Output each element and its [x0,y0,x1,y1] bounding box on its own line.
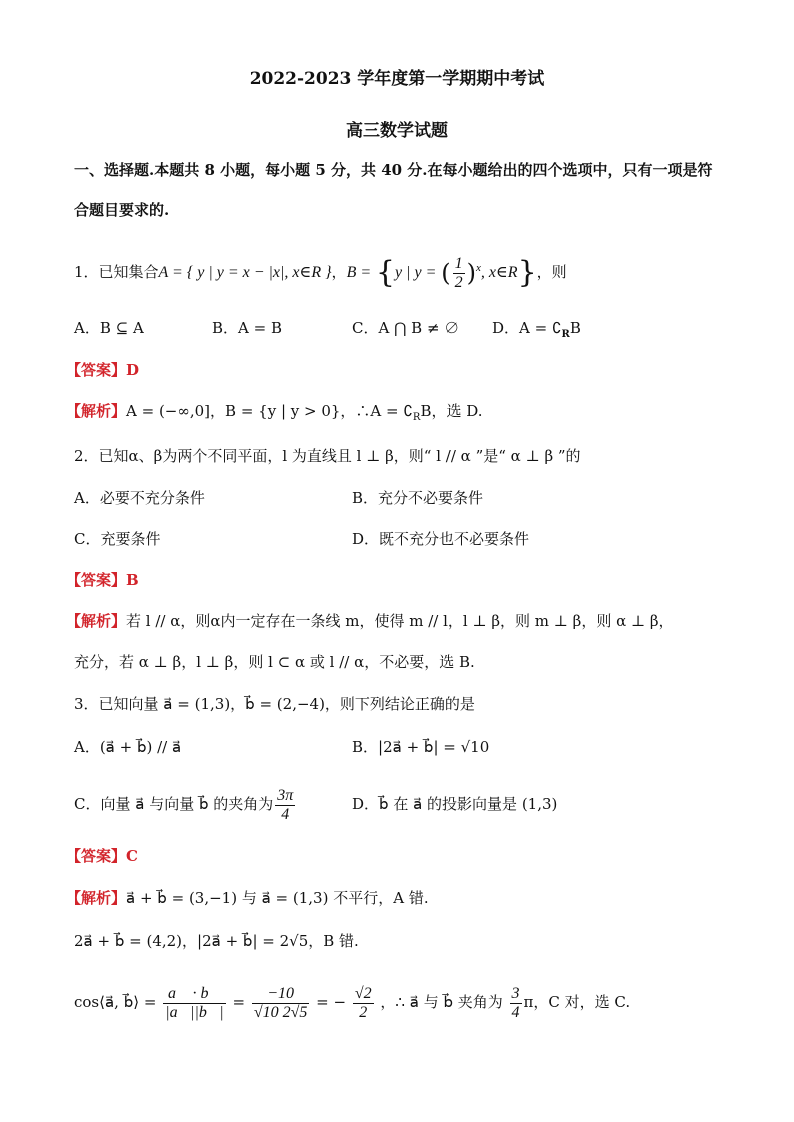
q1-set-b-right: , x∈R [480,264,518,281]
q2-stem: 2．已知α、β为两个不同平面，l 为直线且 l ⊥ β，则“ l // α ”是“ α ⊥ β ”的 [74,447,581,465]
q2-option-b: B．充分不必要条件 [352,489,484,507]
q1-option-a: A．B ⊆ A [74,319,144,337]
q3-option-d: D．b⃗ 在 a⃗ 的投影向量是 (1,3) [352,795,558,813]
q3-option-b: B．|2a⃗ + b⃗| = √10 [352,738,490,756]
q1-option-c: C．A ⋂ B ≠ ∅ [352,319,460,337]
page-subtitle: 高三数学试题 [346,121,448,141]
q3-option-c: C．向量 a⃗ 与向量 b⃗ 的夹角为 $\frac{3\pi}{4}$ [74,786,294,823]
q2-analysis-line2: 充分，若 α ⊥ β，l ⊥ β，则 l ⊂ α 或 l // α，不必要，选 B. [74,653,475,671]
q1-exp: x [475,262,481,274]
q1-set-b-mid: y | y = [395,264,437,281]
q1-analysis: 【解析】A = (−∞,0]，B = {y | y > 0}，∴A = $∁_RB$，选 D. [66,402,483,423]
q1-set-b-left: B = [346,264,372,281]
section-heading-line2: 合题目要求的. [74,201,170,219]
q2-analysis-line1: 【解析】若 l // α，则α内一定存在一条线 m，使得 m // l，l ⊥ β，则 m ⊥ β，则 α ⊥ β， [66,612,674,630]
q3-stem: 3．已知向量 a⃗ = (1,3)，b⃗ = (2,−4)，则下列结论正确的是 [74,695,475,713]
q1-option-d: D．$A = ∁_RB$ [492,319,581,340]
q1-half-num: 1 [454,254,463,272]
q2-option-a: A．必要不充分条件 [74,489,205,507]
q1-option-b: B．A = B [212,319,282,337]
q1-options [74,318,144,338]
section-heading-line1: 一、选择题.本题共 8 小题，每小题 5 分，共 40 分.在每小题给出的四个选项中，只有一项是符 [74,161,713,179]
q3-analysis-line2: 2a⃗ + b⃗ = (4,2)，|2a⃗ + b⃗| = 2√5，B 错. [74,932,359,950]
q1-answer: 【答案】D [66,361,140,379]
q2-answer: 【答案】B [66,571,139,589]
q2-option-c: C．充要条件 [74,530,161,548]
page-title: 2022-2023 学年度第一学期期中考试 [249,69,545,89]
q3-answer: 【答案】C [66,847,138,865]
q3-option-a: A．(a⃗ + b⃗) // a⃗ [74,738,182,756]
q3-analysis-line3: cos⟨a⃗, b⃗⟩ = $\frac{a⃗ \cdot b⃗}{|a⃗||b⃗|}$ = $\frac{-10}{√10 2√5}$ = − $\frac{√2}{2}$ ，∴ a⃗ 与 b⃗ 夹角为 $\frac{3}{4}$ π，C 对，选 C. [74,984,631,1021]
q1-set-a: A = { y | y = x − |x|, x∈R } [158,264,332,281]
q1-prefix: 1．已知集合 [74,263,159,281]
q1-suffix: ，则 [536,263,567,281]
q1-half-den: 2 [454,273,463,291]
q3-analysis-line1: 【解析】a⃗ + b⃗ = (3,−1) 与 a⃗ = (1,3) 不平行，A 错. [66,889,429,907]
q1-stem: 1．已知集合A = { y | y = x − |x|, x∈R }，B = {y | y = ( $\frac{1}{2}$ )$^x$, x∈R}，则 [74,254,567,291]
q2-option-d: D．既不充分也不必要条件 [352,530,530,548]
q1-sep: ， [331,263,347,281]
